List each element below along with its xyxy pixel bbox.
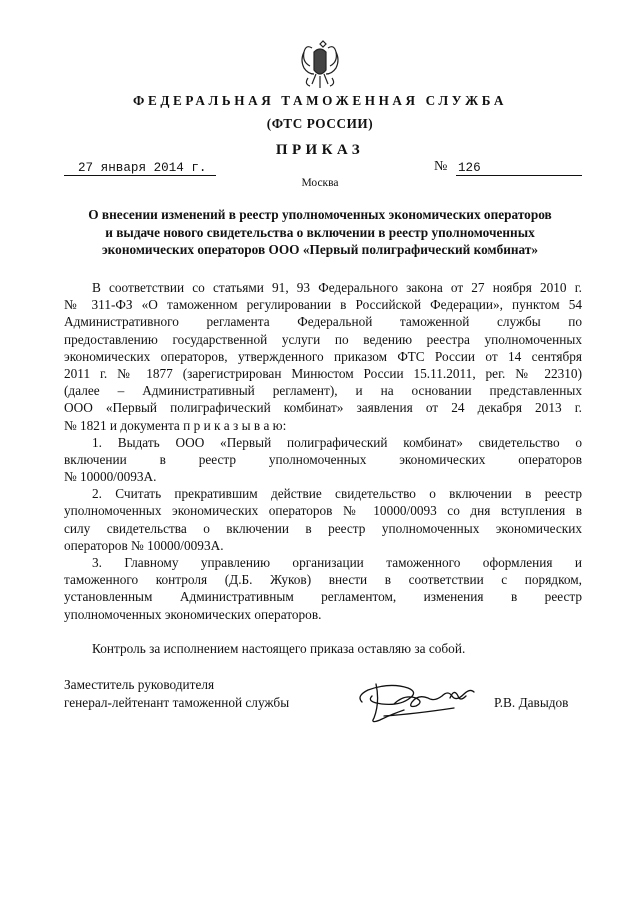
signatory-position: Заместитель руководителя <box>64 677 215 692</box>
clause-3-line: установленным Административным регламентом, изменения в реестр <box>64 589 582 605</box>
handwritten-signature <box>354 676 486 726</box>
body-line: предоставлению государственной услуги по ведению реестра уполномоченных <box>64 331 582 347</box>
clause-3-line: 3. Главному управлению организации таможенного оформления и <box>92 555 582 570</box>
body-line: (далее – Административный регламент), и на основании представленных <box>64 383 582 399</box>
document-type-title: ПРИКАЗ <box>275 142 365 158</box>
body-line: 2011 г. № 1877 (зарегистрирован Минюстом России 15.11.2011, рег. № 22310) <box>64 365 582 381</box>
body-line: экономических операторов, утвержденного приказом ФТС России от 14 сентября <box>64 348 582 364</box>
heading-line: экономических операторов ООО «Первый полиграфический комбинат» <box>101 242 539 257</box>
signatory-name: Р.В. Давыдов <box>494 695 569 710</box>
clause-2-line: операторов № 10000/0093А. <box>64 537 224 553</box>
clause-3-line: таможенного контроля (Д.Б. Жуков) внести в соответствии с порядком, <box>64 572 582 588</box>
order-number: 126 <box>456 161 582 176</box>
body-line: № 311-ФЗ «О таможенном регулировании в Российской Федерации», пунктом 54 <box>64 297 582 313</box>
clause-3-line: уполномоченных экономических операторов. <box>64 606 322 622</box>
order-date: 27 января 2014 г. <box>64 161 216 176</box>
clause-2-line: силу свидетельства о включении в реестр уполномоченных экономических <box>64 520 582 536</box>
agency-name: ФЕДЕРАЛЬНАЯ ТАМОЖЕННАЯ СЛУЖБА <box>133 93 507 108</box>
clause-2-line: 2. Считать прекратившим действие свидетельство о включении в реестр <box>92 486 582 502</box>
agency-abbreviation: (ФТС РОССИИ) <box>266 116 374 131</box>
clause-1-line: 1. Выдать ООО «Первый полиграфический комбинат» свидетельство о <box>92 434 582 450</box>
coat-of-arms-emblem-icon <box>296 38 344 94</box>
order-heading <box>56 206 584 259</box>
city-name: Москва <box>301 177 339 189</box>
signatory-rank: генерал-лейтенант таможенной службы <box>64 695 290 710</box>
clause-1-line: № 10000/0093А. <box>64 469 157 485</box>
body-line: В соответствии со статьями 91, 93 Федерального закона от 27 ноября 2010 г. <box>92 280 582 295</box>
control-clause: Контроль за исполнением настоящего приказа оставляю за собой. <box>92 640 466 656</box>
clause-1-line: включении в реестр уполномоченных экономических операторов <box>64 451 582 467</box>
order-body <box>64 279 582 657</box>
clause-2-line: уполномоченных экономических операторов № 10000/0093 со дня вступления в <box>64 503 582 519</box>
heading-line: и выдаче нового свидетельства о включении в реестр уполномоченных <box>105 224 535 240</box>
body-line: Административного регламента Федеральной таможенной службы по <box>64 314 582 330</box>
body-line: ООО «Первый полиграфический комбинат» заявления от 24 декабря 2013 г. <box>64 400 582 416</box>
number-sign: № <box>434 159 448 174</box>
body-line: № 1821 и документа п р и к а з ы в а ю: <box>64 417 287 433</box>
heading-line: О внесении изменений в реестр уполномоченных экономических операторов <box>88 207 552 222</box>
signatory-title <box>64 676 289 712</box>
